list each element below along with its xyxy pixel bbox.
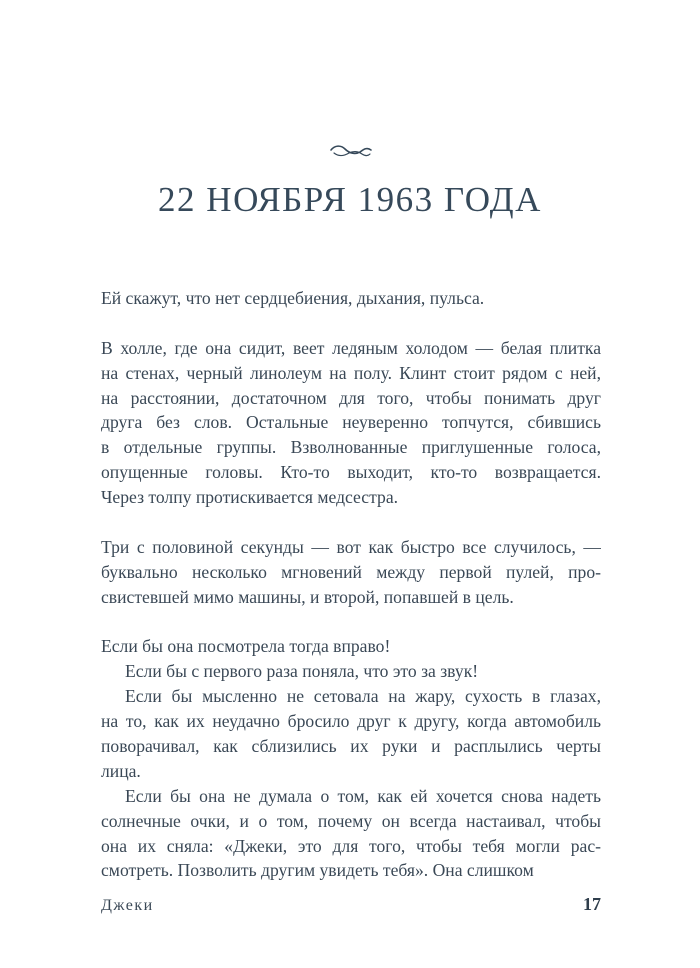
text-line: Три с половиной секунды — вот как быстро все случилось, —	[101, 536, 601, 557]
text-line: на то, как их неудачно бросило друг к другу, когда автомобиль	[101, 711, 601, 732]
paragraph-gap	[101, 311, 601, 336]
text-line: смотреть. Позволить другим увидеть тебя». Она слишком	[101, 860, 534, 881]
text-line: на расстоянии, достаточном для того, чтобы понимать друг	[101, 387, 601, 408]
text-line: В холле, где она сидит, веет ледяным холодом — белая плитка	[101, 337, 601, 358]
text-line: Если бы с первого раза поняла, что это за звук!	[125, 661, 479, 682]
flourish-ornament-icon	[329, 141, 373, 163]
chapter-body	[101, 286, 601, 883]
chapter-title: 22 НОЯБРЯ 1963 ГОДА	[158, 180, 542, 219]
text-line: Если бы мысленно не сетовала на жару, сухость в глазах,	[125, 686, 601, 707]
paragraph-gap	[101, 510, 601, 535]
paragraph-gap	[101, 610, 601, 635]
text-line: буквально несколько мгновений между первой пулей, про-	[101, 561, 601, 582]
running-title: Джеки	[101, 897, 154, 914]
text-line: поворачивал, как сблизились их руки и расплылись черты	[101, 736, 601, 757]
page-number: 17	[583, 894, 601, 914]
text-line: она их сняла: «Джеки, это для того, чтобы тебя могли рас-	[101, 835, 601, 856]
text-line: лица.	[101, 760, 141, 781]
text-line: солнечные очки, и о том, почему он всегда настаивал, чтобы	[101, 810, 601, 831]
text-line: в отдельные группы. Взволнованные приглушенные голоса,	[101, 437, 601, 458]
text-line: Если бы она посмотрела тогда вправо!	[101, 636, 391, 657]
text-line: опущенные головы. Кто-то выходит, кто-то возвращается.	[101, 462, 601, 483]
text-line: на стенах, черный линолеум на полу. Клинт стоит рядом с ней,	[101, 362, 601, 383]
text-line: друга без слов. Остальные неуверенно топчутся, сбившись	[101, 412, 601, 433]
text-line: Через толпу протискивается медсестра.	[101, 487, 399, 508]
text-line: Ей скажут, что нет сердцебиения, дыхания, пульса.	[101, 288, 485, 308]
text-line: Если бы она не думала о том, как ей хочется снова надеть	[125, 785, 601, 806]
text-line: свистевшей мимо машины, и второй, попавшей в цель.	[101, 586, 514, 607]
